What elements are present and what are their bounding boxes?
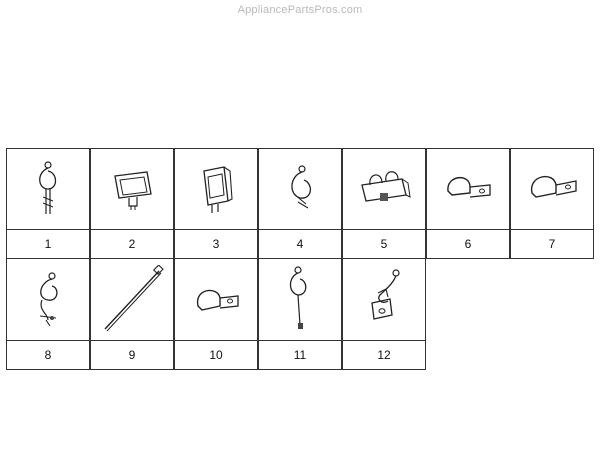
- cable-tie-icon: [97, 265, 167, 335]
- part-number: 8: [7, 341, 89, 370]
- part-number: 1: [7, 230, 89, 259]
- cable-clamp-icon: [440, 169, 496, 209]
- part-cell-9[interactable]: [90, 259, 174, 370]
- watermark: AppliancePartsPros.com: [237, 4, 363, 16]
- part-cell-6[interactable]: [426, 148, 510, 259]
- double-clip-icon: [356, 167, 412, 211]
- part-cell-8[interactable]: [6, 259, 90, 370]
- cable-clamp-icon: [188, 280, 244, 320]
- part-cell-3[interactable]: [174, 148, 258, 259]
- part-cell-7[interactable]: [510, 148, 594, 259]
- part-number: 9: [91, 341, 173, 370]
- part-number: 10: [175, 341, 257, 370]
- part-cell-2[interactable]: [90, 148, 174, 259]
- part-number: 11: [259, 341, 341, 370]
- part-number: 5: [343, 230, 425, 259]
- part-number: 12: [343, 341, 425, 370]
- part-number: 7: [511, 230, 593, 259]
- wire-clip-loop-icon: [28, 159, 68, 219]
- part-cell-11[interactable]: [258, 259, 342, 370]
- part-number: 2: [91, 230, 173, 259]
- part-cell-5[interactable]: [342, 148, 426, 259]
- mounting-clip-icon: [356, 265, 412, 335]
- part-cell-10[interactable]: [174, 259, 258, 370]
- box-clip-icon: [196, 161, 236, 217]
- part-number: 6: [427, 230, 509, 259]
- wire-clip-loop-icon: [28, 270, 68, 330]
- part-number: 3: [175, 230, 257, 259]
- part-number: 4: [259, 230, 341, 259]
- part-cell-12[interactable]: [342, 259, 426, 370]
- cable-clamp-icon: [524, 169, 580, 209]
- part-cell-4[interactable]: [258, 148, 342, 259]
- rectangular-clip-icon: [107, 164, 157, 214]
- part-cell-1[interactable]: [6, 148, 90, 259]
- wire-clip-loop-icon: [280, 164, 320, 214]
- wire-clip-loop-icon: [280, 265, 320, 335]
